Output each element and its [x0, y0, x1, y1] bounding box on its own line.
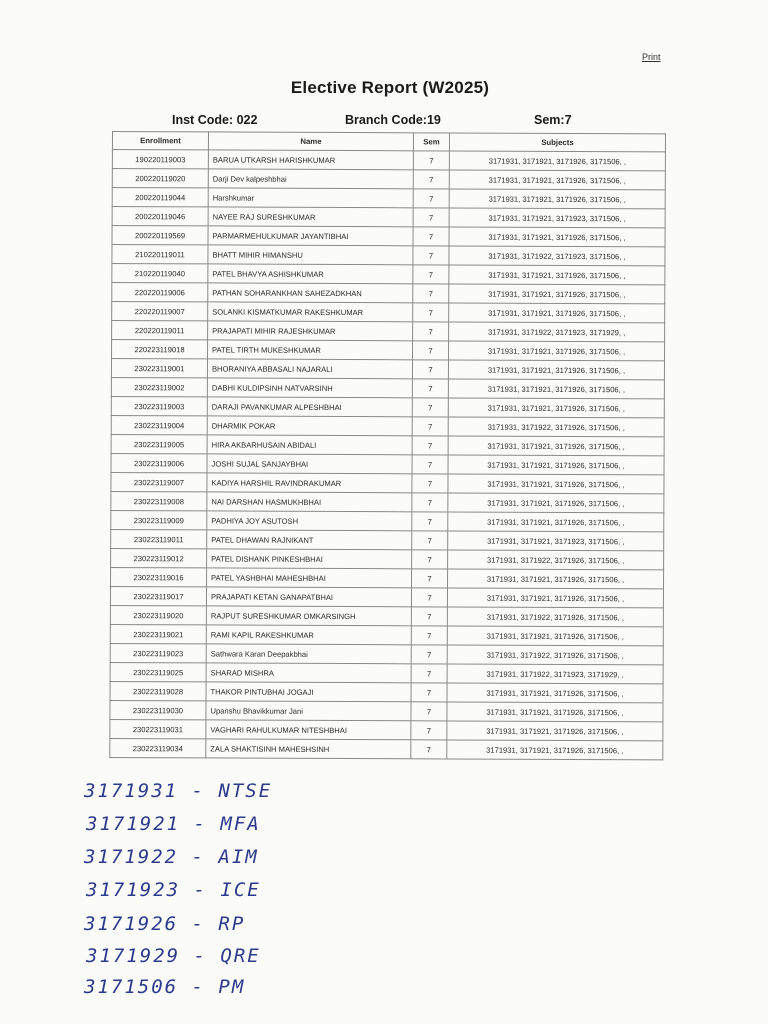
cell-name: SHARAD MISHRA: [206, 663, 411, 683]
table-row: [111, 510, 664, 531]
cell-name: NAI DARSHAN HASMUKHBHAI: [207, 492, 412, 512]
cell-subjects: 3171931, 3171922, 3171923, 3171506, ,: [449, 246, 665, 266]
cell-subjects: 3171931, 3171921, 3171923, 3171506, ,: [449, 208, 665, 228]
cell-enrollment: 230223119007: [111, 472, 207, 491]
cell-enrollment: 210220119040: [112, 264, 208, 283]
cell-name: PADHIYA JOY ASUTOSH: [207, 511, 412, 531]
cell-name: PATEL TIRTH MUKESHKUMAR: [208, 340, 413, 360]
handwritten-note-line: 3171921 - MFA: [86, 813, 261, 835]
cell-subjects: 3171931, 3171922, 3171926, 3171506, ,: [448, 550, 664, 570]
cell-sem: 7: [411, 721, 447, 740]
cell-sem: 7: [413, 227, 449, 246]
cell-name: DARAJI PAVANKUMAR ALPESHBHAI: [207, 397, 412, 417]
cell-name: DHARMIK POKAR: [207, 416, 412, 436]
elective-table: [109, 131, 666, 760]
cell-enrollment: 230223119003: [111, 396, 207, 415]
cell-subjects: 3171931, 3171921, 3171926, 3171506, ,: [447, 721, 663, 741]
cell-sem: 7: [411, 664, 447, 683]
cell-name: THAKOR PINTUBHAI JOGAJI: [206, 682, 411, 702]
cell-sem: 7: [413, 208, 449, 227]
cell-sem: 7: [412, 398, 448, 417]
handwritten-note-line: 3171929 - QRE: [86, 945, 261, 967]
cell-subjects: 3171931, 3171922, 3171926, 3171506, ,: [447, 645, 663, 665]
cell-subjects: 3171931, 3171922, 3171926, 3171506, ,: [448, 417, 664, 437]
header-name: Name: [208, 132, 413, 151]
inst-code: Inst Code: 022: [172, 113, 258, 127]
header-sem: Sem: [413, 133, 449, 151]
cell-enrollment: 230223119001: [111, 359, 207, 378]
table-row: [111, 396, 664, 417]
branch-code: Branch Code:19: [345, 113, 441, 127]
cell-name: BHORANIYA ABBASALI NAJARALI: [207, 359, 412, 379]
table-row: [112, 245, 665, 266]
cell-sem: 7: [412, 436, 448, 455]
cell-subjects: 3171931, 3171921, 3171926, 3171506, ,: [447, 588, 663, 608]
cell-sem: 7: [411, 740, 447, 759]
cell-sem: 7: [412, 474, 448, 493]
cell-subjects: 3171931, 3171921, 3171926, 3171506, ,: [448, 569, 664, 589]
cell-sem: 7: [413, 303, 449, 322]
cell-sem: 7: [412, 417, 448, 436]
cell-sem: 7: [412, 550, 448, 569]
table-row: [111, 567, 664, 588]
cell-name: NAYEE RAJ SURESHKUMAR: [208, 207, 413, 227]
cell-name: PATEL DHAWAN RAJNIKANT: [207, 530, 412, 550]
table-row: [112, 321, 665, 342]
cell-enrollment: 230223119034: [110, 738, 206, 757]
cell-enrollment: 230223119006: [111, 453, 207, 472]
table-row: [111, 434, 664, 455]
table-row: [111, 415, 664, 436]
cell-enrollment: 190220119003: [112, 150, 208, 169]
cell-subjects: 3171931, 3171921, 3171926, 3171506, ,: [448, 360, 664, 380]
cell-enrollment: 220220119011: [112, 321, 208, 340]
table-row: [112, 207, 665, 228]
table-row: [112, 188, 665, 209]
cell-enrollment: 230223119004: [111, 415, 207, 434]
cell-subjects: 3171931, 3171921, 3171926, 3171506, ,: [447, 683, 663, 703]
handwritten-note-line: 3171506 - PM: [84, 976, 246, 998]
cell-name: Upanshu Bhavikkumar Jani: [206, 701, 411, 721]
cell-subjects: 3171931, 3171921, 3171926, 3171506, ,: [449, 284, 665, 304]
table-row: [111, 529, 664, 550]
table-row: [111, 491, 664, 512]
cell-sem: 7: [412, 379, 448, 398]
handwritten-note-line: 3171926 - RP: [84, 913, 246, 935]
cell-sem: 7: [412, 569, 448, 588]
cell-name: PRAJAPATI MIHIR RAJESHKUMAR: [208, 321, 413, 341]
cell-enrollment: 200220119569: [112, 226, 208, 245]
table-header-row: [112, 132, 665, 152]
handwritten-note-line: 3171931 - NTSE: [84, 780, 273, 802]
table-row: [110, 681, 663, 702]
table-row: [112, 226, 665, 247]
print-link[interactable]: Print: [642, 52, 661, 62]
table-row: [110, 700, 663, 721]
cell-sem: 7: [413, 170, 449, 189]
cell-sem: 7: [413, 341, 449, 360]
table-row: [112, 302, 665, 323]
cell-sem: 7: [411, 683, 447, 702]
table-row: [110, 719, 663, 740]
table-row: [111, 548, 664, 569]
table-body: [110, 150, 666, 760]
table-row: [112, 169, 665, 190]
cell-sem: 7: [413, 151, 449, 170]
cell-name: PATEL DISHANK PINKESHBHAI: [207, 549, 412, 569]
cell-subjects: 3171931, 3171921, 3171926, 3171506, ,: [449, 227, 665, 247]
table-row: [112, 264, 665, 285]
cell-enrollment: 230223119025: [110, 662, 206, 681]
table-row: [110, 605, 663, 626]
handwritten-note-line: 3171922 - AIM: [84, 846, 259, 868]
handwritten-note-line: 3171923 - ICE: [86, 879, 261, 901]
cell-sem: 7: [411, 588, 447, 607]
cell-enrollment: 230223119023: [110, 643, 206, 662]
table-row: [112, 150, 665, 171]
cell-sem: 7: [413, 265, 449, 284]
cell-name: Darji Dev kalpeshbhai: [208, 169, 413, 189]
cell-sem: 7: [411, 607, 447, 626]
table-row: [110, 662, 663, 683]
cell-subjects: 3171931, 3171921, 3171926, 3171506, ,: [449, 303, 665, 323]
cell-enrollment: 210220119011: [112, 245, 208, 264]
cell-subjects: 3171931, 3171921, 3171926, 3171506, ,: [449, 170, 665, 190]
cell-subjects: 3171931, 3171921, 3171926, 3171506, ,: [449, 265, 665, 285]
cell-name: JOSHI SUJAL SANJAYBHAI: [207, 454, 412, 474]
cell-name: BHATT MIHIR HIMANSHU: [208, 245, 413, 265]
header-subjects: Subjects: [449, 133, 665, 152]
cell-subjects: 3171931, 3171922, 3171923, 3171929, ,: [449, 322, 665, 342]
cell-enrollment: 200220119020: [112, 169, 208, 188]
cell-enrollment: 230223119021: [110, 624, 206, 643]
cell-subjects: 3171931, 3171921, 3171923, 3171506, ,: [448, 531, 664, 551]
cell-name: Harshkumar: [208, 188, 413, 208]
cell-sem: 7: [412, 360, 448, 379]
cell-name: BARUA UTKARSH HARISHKUMAR: [208, 150, 413, 170]
table-row: [111, 377, 664, 398]
cell-name: RAJPUT SURESHKUMAR OMKARSINGH: [206, 606, 411, 626]
cell-sem: 7: [412, 455, 448, 474]
cell-enrollment: 220223119018: [112, 340, 208, 359]
table-row: [110, 738, 663, 759]
table-row: [110, 586, 663, 607]
cell-subjects: 3171931, 3171921, 3171926, 3171506, ,: [448, 436, 664, 456]
cell-name: Sathwara Karan Deepakbhai: [206, 644, 411, 664]
cell-sem: 7: [411, 702, 447, 721]
cell-enrollment: 220220119006: [112, 283, 208, 302]
cell-enrollment: 230223119028: [110, 681, 206, 700]
cell-name: ZALA SHAKTISINH MAHESHSINH: [206, 739, 411, 759]
report-title: Elective Report (W2025): [290, 78, 490, 97]
cell-subjects: 3171931, 3171921, 3171926, 3171506, ,: [447, 740, 663, 760]
table-row: [110, 624, 663, 645]
cell-name: HIRA AKBARHUSAIN ABIDALI: [207, 435, 412, 455]
cell-subjects: 3171931, 3171921, 3171926, 3171506, ,: [449, 189, 665, 209]
cell-subjects: 3171931, 3171922, 3171926, 3171506, ,: [447, 607, 663, 627]
header-enrollment: Enrollment: [112, 132, 208, 150]
cell-subjects: 3171931, 3171921, 3171926, 3171506, ,: [448, 512, 664, 532]
cell-subjects: 3171931, 3171921, 3171926, 3171506, ,: [449, 151, 665, 171]
table-row: [111, 472, 664, 493]
cell-sem: 7: [412, 531, 448, 550]
cell-name: SOLANKI KISMATKUMAR RAKESHKUMAR: [208, 302, 413, 322]
cell-enrollment: 230223119031: [110, 719, 206, 738]
cell-name: KADIYA HARSHIL RAVINDRAKUMAR: [207, 473, 412, 493]
cell-subjects: 3171931, 3171921, 3171926, 3171506, ,: [447, 626, 663, 646]
cell-subjects: 3171931, 3171921, 3171926, 3171506, ,: [448, 493, 664, 513]
cell-subjects: 3171931, 3171921, 3171926, 3171506, ,: [448, 398, 664, 418]
cell-enrollment: 230223119012: [111, 548, 207, 567]
cell-subjects: 3171931, 3171921, 3171926, 3171506, ,: [448, 455, 664, 475]
cell-enrollment: 230223119017: [110, 586, 206, 605]
cell-sem: 7: [413, 322, 449, 341]
cell-sem: 7: [412, 493, 448, 512]
table-row: [112, 340, 665, 361]
cell-enrollment: 230223119002: [111, 377, 207, 396]
cell-enrollment: 200220119046: [112, 207, 208, 226]
semester: Sem:7: [534, 113, 572, 127]
table-row: [111, 453, 664, 474]
cell-sem: 7: [413, 246, 449, 265]
cell-subjects: 3171931, 3171921, 3171926, 3171506, ,: [448, 379, 664, 399]
cell-sem: 7: [411, 626, 447, 645]
cell-name: PATEL BHAVYA ASHISHKUMAR: [208, 264, 413, 284]
cell-enrollment: 230223119020: [110, 605, 206, 624]
cell-enrollment: 230223119009: [111, 510, 207, 529]
cell-enrollment: 220220119007: [112, 302, 208, 321]
table-row: [111, 359, 664, 380]
cell-subjects: 3171931, 3171921, 3171926, 3171506, ,: [449, 341, 665, 361]
cell-name: PARMARMEHULKUMAR JAYANTIBHAI: [208, 226, 413, 246]
cell-enrollment: 230223119016: [111, 567, 207, 586]
cell-subjects: 3171931, 3171921, 3171926, 3171506, ,: [448, 474, 664, 494]
cell-enrollment: 230223119011: [111, 529, 207, 548]
cell-enrollment: 230223119030: [110, 700, 206, 719]
cell-sem: 7: [413, 284, 449, 303]
cell-name: PATEL YASHBHAI MAHESHBHAI: [207, 568, 412, 588]
cell-enrollment: 230223119008: [111, 491, 207, 510]
table-row: [110, 643, 663, 664]
cell-enrollment: 230223119005: [111, 434, 207, 453]
cell-name: PRAJAPATI KETAN GANAPATBHAI: [206, 587, 411, 607]
table-row: [112, 283, 665, 304]
cell-subjects: 3171931, 3171922, 3171923, 3171929, ,: [447, 664, 663, 684]
cell-subjects: 3171931, 3171921, 3171926, 3171506, ,: [447, 702, 663, 722]
cell-name: VAGHARI RAHULKUMAR NITESHBHAI: [206, 720, 411, 740]
cell-sem: 7: [411, 645, 447, 664]
cell-sem: 7: [412, 512, 448, 531]
cell-sem: 7: [413, 189, 449, 208]
cell-enrollment: 200220119044: [112, 188, 208, 207]
cell-name: DABHI KULDIPSINH NATVARSINH: [207, 378, 412, 398]
cell-name: RAMI KAPIL RAKESHKUMAR: [206, 625, 411, 645]
cell-name: PATHAN SOHARANKHAN SAHEZADKHAN: [208, 283, 413, 303]
